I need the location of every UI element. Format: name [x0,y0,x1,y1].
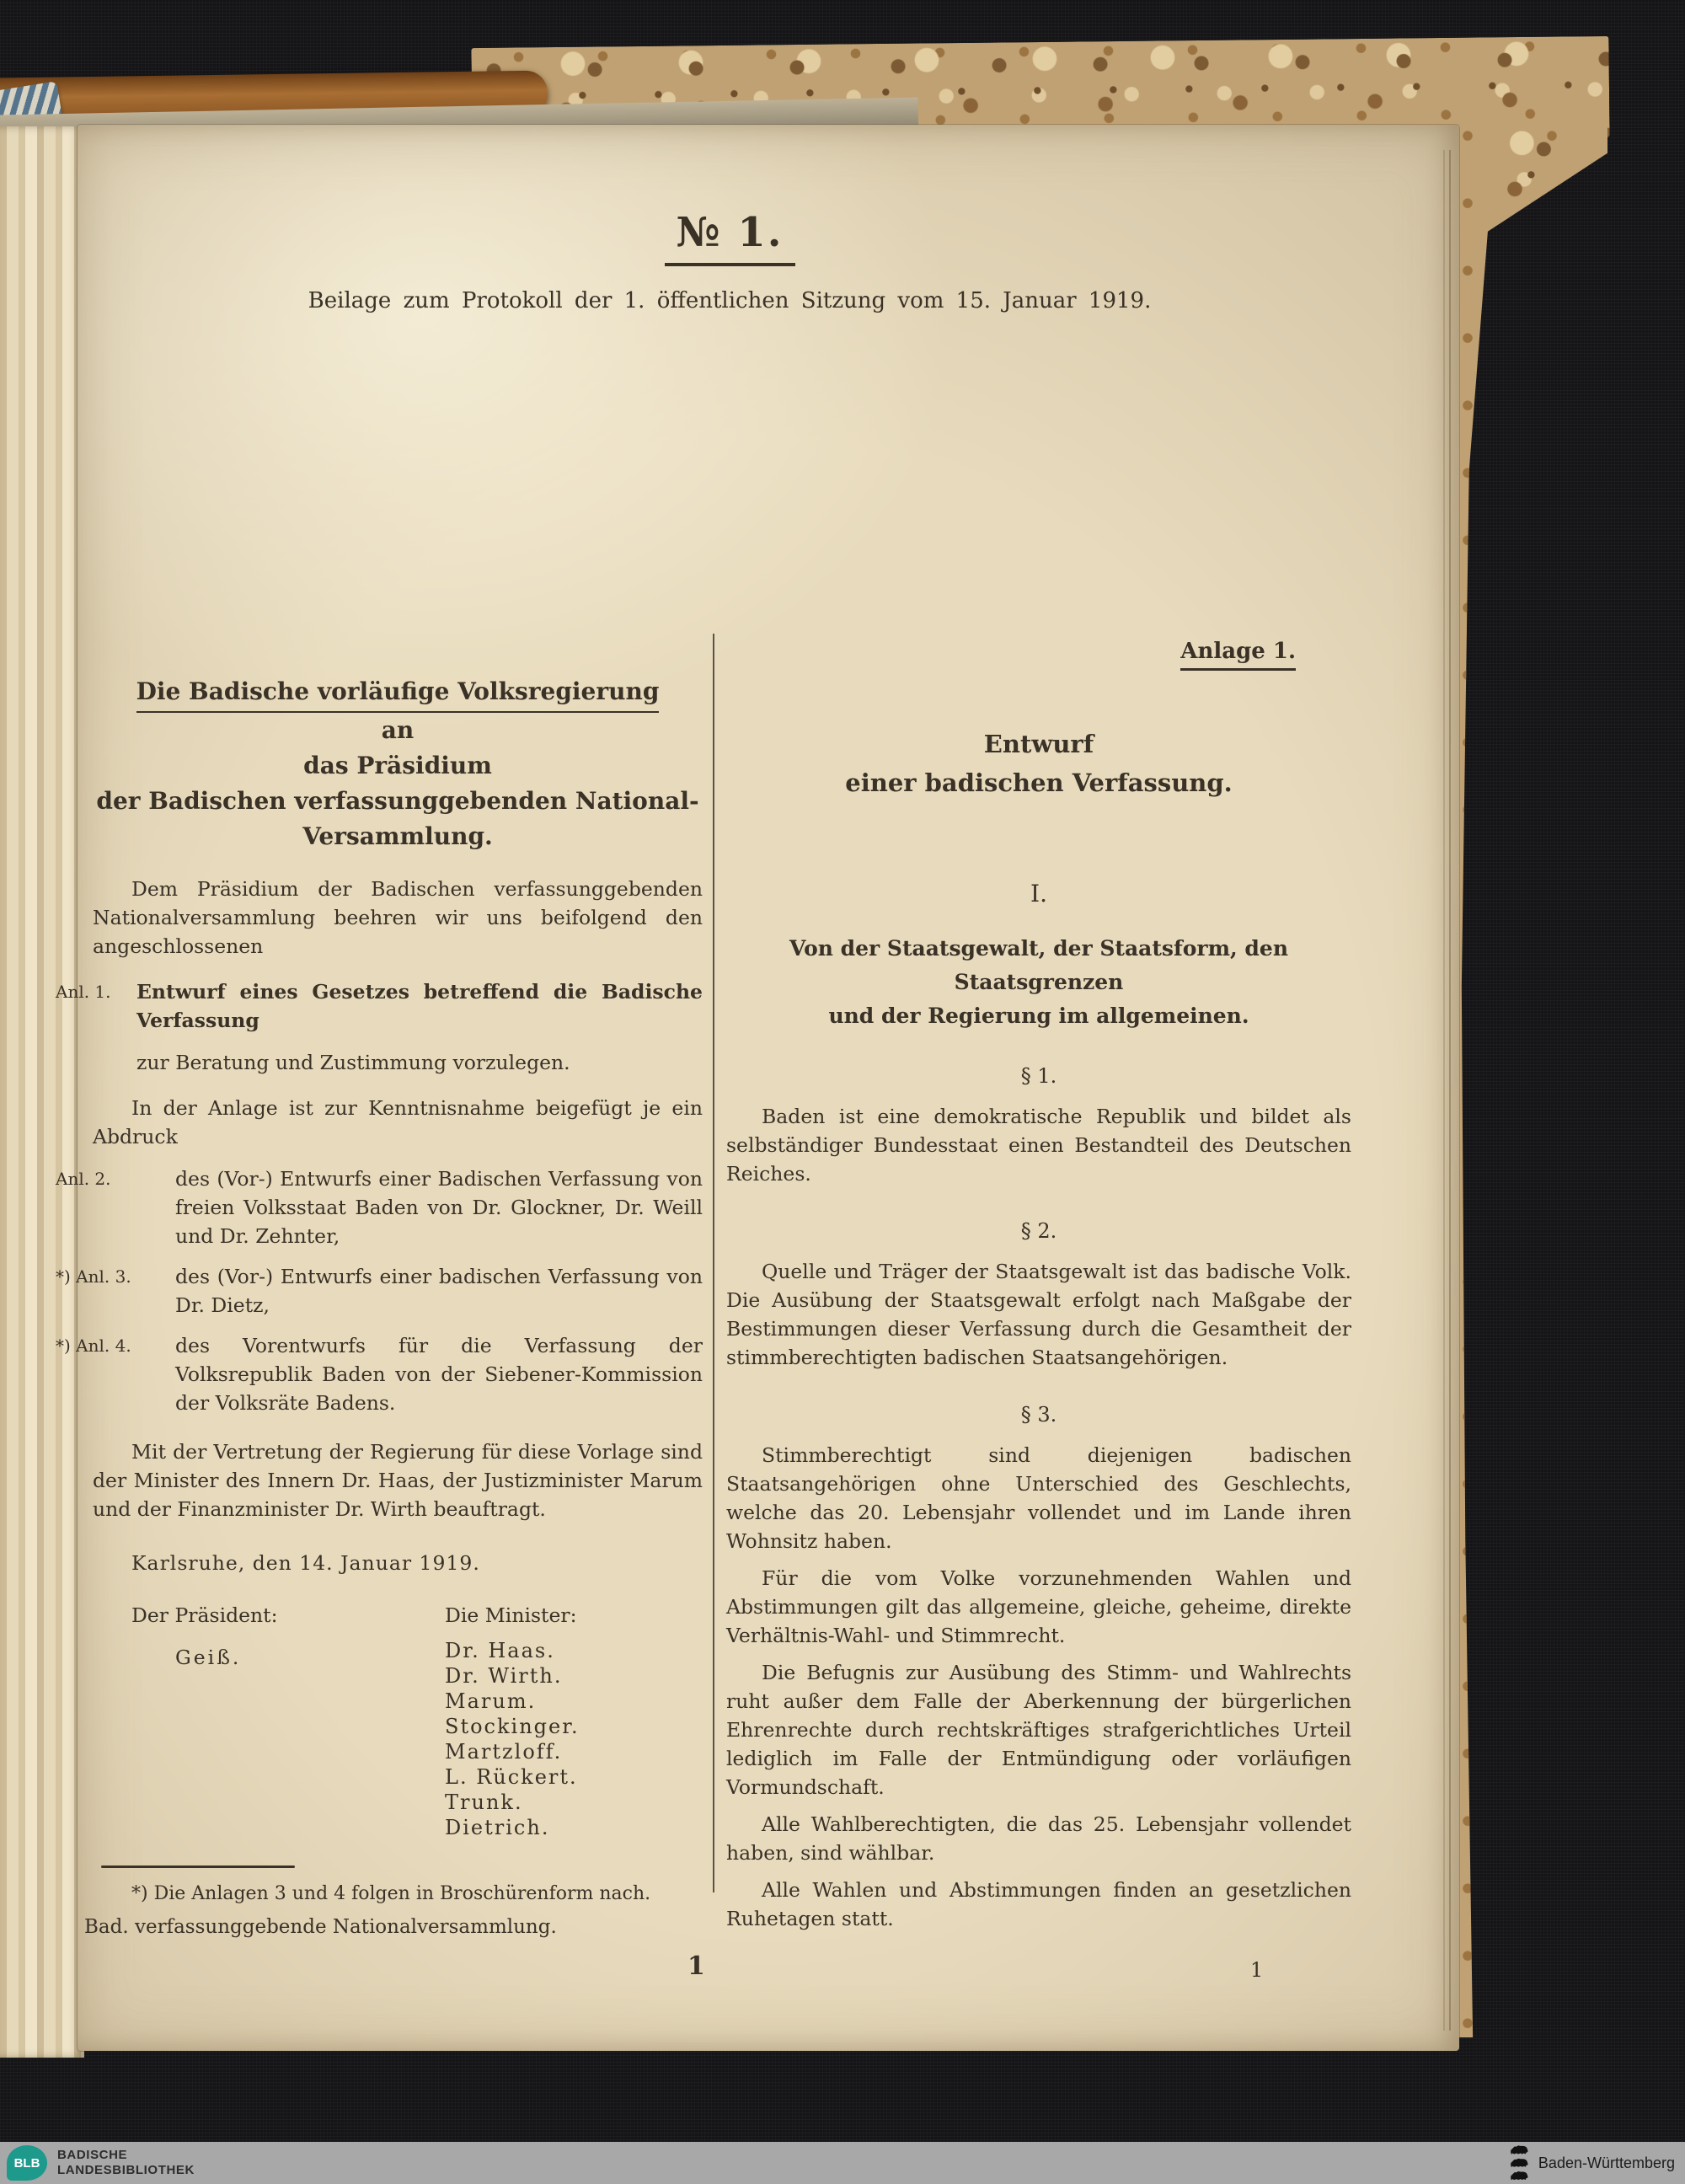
president-block [93,1601,278,1840]
page-number-center: 1 [687,1951,705,1981]
paragraph-3-body-2: Für die vom Volke vorzunehmenden Wahlen und Abstimmungen gilt das allgemeine, gleiche, geheime, direkte Verhältnis-Wahl- und Stimmrecht. [726,1566,1351,1647]
state-logo [1508,2144,1675,2181]
paragraph-1-heading: § 1. [1020,1064,1057,1088]
annex-item-2-label: Anl. 2. [56,1169,111,1189]
paragraph-3-body-5: Alle Wahlen und Abstimmungen finden an gesetzlichen Ruhetagen statt. [726,1878,1351,1930]
minister-name: Trunk. [445,1791,523,1814]
paragraph-2-body: Quelle und Träger der Staatsgewalt ist das badische Volk. Die Ausübung der Staatsgewalt erfolgt nach Maßgabe der Bestimmungen dieser Verfassung durch die Gesamtheit der stimmberechtigten badischen Staatsangehörigen. [726,1260,1351,1369]
minister-name: L. Rückert. [445,1765,578,1789]
annex-item-1 [56,977,703,1077]
letter-column [56,674,703,1908]
letter-heading-line-3: das Präsidium [303,752,492,779]
baden-wuerttemberg-lions-icon [1508,2144,1530,2181]
letter-heading-line-4: der Badischen verfassunggebenden National- [96,787,699,815]
ministers-label: Die Minister: [445,1603,577,1627]
paragraph-1-body: Baden ist eine demokratische Republik und bildet als selbständiger Bundesstaat einen Bestandteil des Deutschen Reiches. [726,1105,1351,1186]
annex-item-1-label: Anl. 1. [56,982,111,1002]
library-name-line-2: LANDESBIBLIOTHEK [57,2163,195,2177]
president-label: Der Präsident: [131,1603,278,1627]
paragraph-3-body-3: Die Befugnis zur Ausübung des Stimm- und Wahlrechts ruht außer dem Falle der Aberkennung der bürgerlichen Ehrenrechte durch rechtskräftiges strafgerichtliches Urteil lediglich im Falle der Entmündigung oder vorläufigen Vormundschaft. [726,1661,1351,1799]
page-edges-left [0,126,84,2058]
letter-heading-line-2: an [381,716,415,744]
footnote: *) Die Anlagen 3 und 4 folgen in Broschürenform nach. [131,1883,651,1904]
footer-bar [0,2142,1685,2184]
annex-item-4-text: des Vorentwurfs für die Verfassung der Volksrepublik Baden von der Siebener-Kommission der Volksräte Badens. [175,1334,703,1415]
minister-name: Dietrich. [445,1816,550,1839]
column-divider-rule [713,634,714,1892]
catchline: Bad. verfassunggebende Nationalversammlung. [84,1916,557,1938]
paragraph-3-heading: § 3. [1020,1403,1057,1427]
paragraph-2-heading: § 2. [1020,1219,1057,1243]
between-paragraph: In der Anlage ist zur Kenntnisnahme beigefügt je ein Abdruck [93,1096,703,1148]
annex-item-1-title: Entwurf eines Gesetzes betreffend die Badische Verfassung [136,980,703,1032]
annex-item-2-text: des (Vor-) Entwurfs einer Badischen Verfassung von freien Volksstaat Baden von Dr. Glockner, Dr. Weill und Dr. Zehnter, [175,1167,703,1248]
minister-name: Dr. Wirth. [445,1664,563,1688]
library-name-line-1: BADISCHE [57,2148,128,2162]
document-page [56,125,1459,2051]
draft-title-line-1: Entwurf [983,730,1094,758]
annex-item-1-rest: zur Beratung und Zustimmung vorzulegen. [136,1051,570,1074]
section-title [726,932,1351,1033]
letter-heading-line-5: Versammlung. [302,822,493,850]
intro-paragraph: Dem Präsidium der Badischen verfassunggebenden Nationalversammlung beehren wir uns beifolgend den angeschlossenen [93,877,703,958]
state-name: Baden-Württemberg [1538,2154,1675,2171]
letter-heading [93,674,703,854]
minister-name: Martzloff. [445,1740,563,1764]
annex-item-2 [56,1164,703,1250]
minister-name: Marum. [445,1689,537,1713]
minister-name: Dr. Haas. [445,1639,555,1662]
dateline: Karlsruhe, den 14. Januar 1919. [131,1551,480,1575]
section-title-line-2: und der Regierung im allgemeinen. [828,1004,1249,1028]
masthead-subtitle: Beilage zum Protokoll der 1. öffentlichen Sitzung vom 15. Januar 1919. [308,288,1152,313]
document-number: № 1. [93,209,1367,266]
page-number-right: 1 [1250,1958,1264,1982]
annex-item-3 [56,1262,703,1320]
paragraph-3-body-4: Alle Wahlberechtigten, die das 25. Lebensjahr vollendet haben, sind wählbar. [726,1812,1351,1865]
paragraph-3-body-1: Stimmberechtigt sind diejenigen badischen Staatsangehörigen ohne Unterschied des Geschlechts, welche das 20. Lebensjahr vollendet und im Lande ihren Wohnsitz haben. [726,1443,1351,1553]
commission-paragraph: Mit der Vertretung der Regierung für diese Vorlage sind der Minister des Innern Dr. Haas, der Justizminister Marum und der Finanzminister Dr. Wirth beauftragt. [93,1440,703,1521]
president-signature: Geiß. [175,1646,242,1669]
signature-block [93,1601,703,1840]
annex-item-4 [56,1331,703,1417]
annex-item-4-label: *) Anl. 4. [56,1336,131,1356]
annex-item-3-label: *) Anl. 3. [56,1266,131,1287]
blb-logo [7,2145,47,2181]
annex-label: Anlage 1. [726,637,1351,671]
ministers-block [445,1601,655,1840]
masthead [93,209,1367,313]
library-name [57,2148,195,2178]
blb-logo-text: BLB [13,2155,40,2171]
section-title-line-1: Von der Staatsgewalt, der Staatsform, den Staatsgrenzen [789,936,1288,994]
draft-title-line-2: einer badischen Verfassung. [845,768,1233,797]
draft-title [726,725,1351,802]
minister-name: Stockinger. [445,1715,580,1738]
draft-column [726,637,1351,1933]
section-number: I. [1030,880,1047,907]
footnote-rule [101,1866,295,1868]
annex-item-1-text [136,977,703,1077]
letter-heading-line-1: Die Badische vorläufige Volksregierung [93,674,703,713]
annex-item-3-text: des (Vor-) Entwurfs einer badischen Verfassung von Dr. Dietz, [175,1265,703,1317]
